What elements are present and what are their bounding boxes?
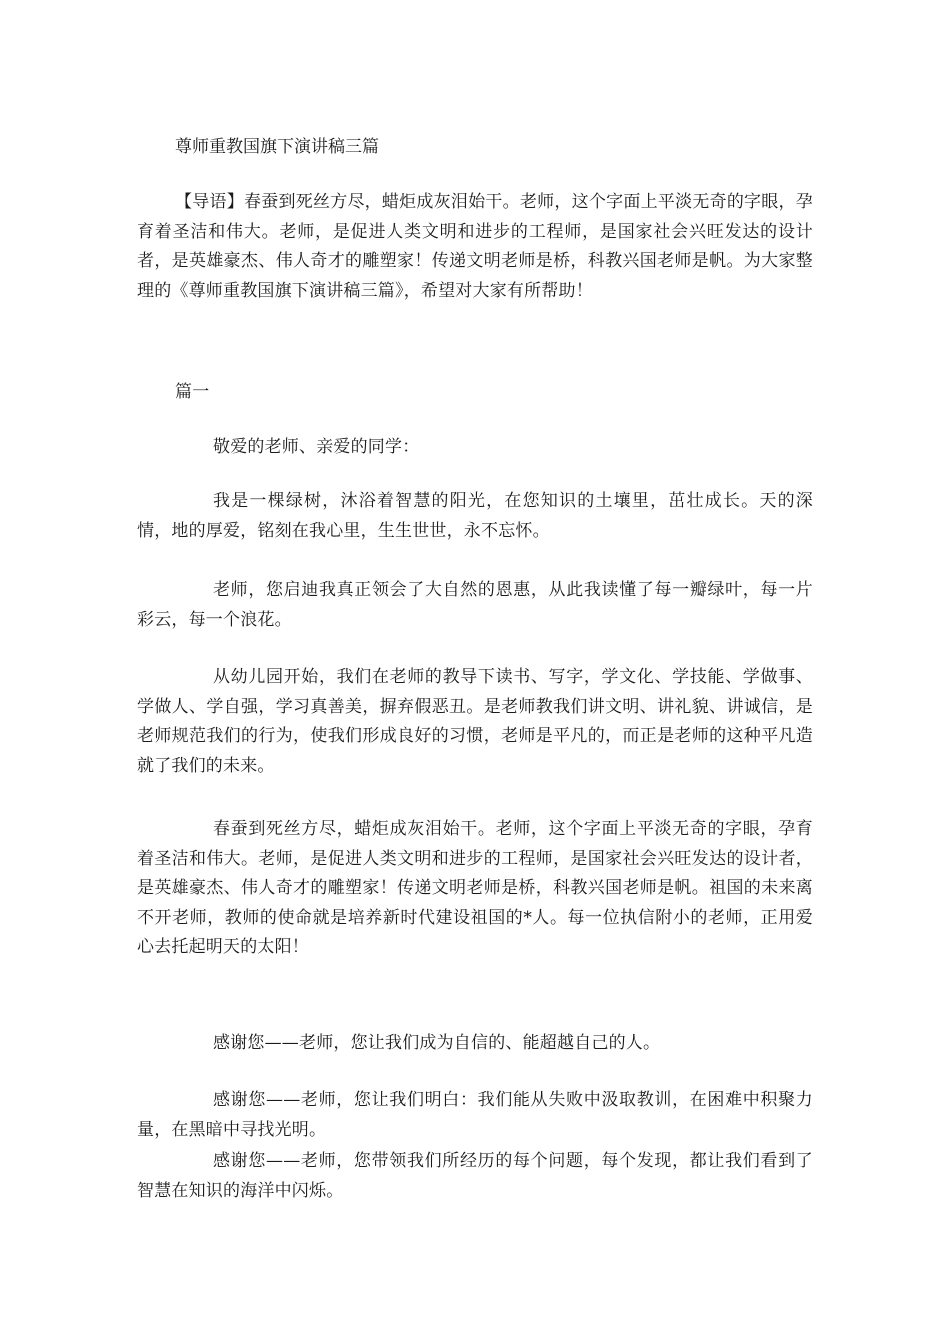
body-paragraph: 从幼儿园开始，我们在老师的教导下读书、写字，学文化、学技能、学做事、学做人、学自强，学习真善美，摒弃假恶丑。是老师教我们讲文明、讲礼貌、讲诚信，是老师规范我们的行为，使我们形成良好的习惯，老师是平凡的，而正是老师的这种平凡造就了我们的未来。 [137, 667, 813, 776]
body-paragraph: 老师，您启迪我真正领会了大自然的恩惠，从此我读懂了每一瓣绿叶，每一片彩云，每一个浪花。 [137, 580, 813, 630]
body-paragraph: 感谢您——老师，您带领我们所经历的每个问题，每个发现，都让我们看到了智慧在知识的海洋中闪烁。 [137, 1151, 813, 1201]
document-title: 尊师重教国旗下演讲稿三篇 [175, 137, 379, 157]
salutation: 敬爱的老师、亲爱的同学： [213, 437, 420, 457]
body-paragraph: 感谢您——老师，您让我们成为自信的、能超越自己的人。 [213, 1033, 661, 1053]
body-paragraph: 感谢您——老师，您让我们明白：我们能从失败中汲取教训，在困难中积聚力量，在黑暗中寻找光明。 [137, 1090, 813, 1140]
body-paragraph: 我是一棵绿树，沐浴着智慧的阳光，在您知识的土壤里，茁壮成长。天的深情，地的厚爱，铭刻在我心里，生生世世，永不忘怀。 [137, 491, 813, 541]
body-paragraph: 春蚕到死丝方尽，蜡炬成灰泪始干。老师，这个字面上平淡无奇的字眼，孕育着圣洁和伟大。老师，是促进人类文明和进步的工程师，是国家社会兴旺发达的设计者，是英雄豪杰、伟人奇才的雕塑家！传递文明老师是桥，科教兴国老师是帆。祖国的未来离不开老师，教师的使命就是培养新时代建设祖国的*人。每一位执信附小的老师，正用爱心去托起明天的太阳！ [137, 819, 813, 957]
intro-paragraph: 【导语】春蚕到死丝方尽，蜡炬成灰泪始干。老师，这个字面上平淡无奇的字眼，孕育着圣洁和伟大。老师，是促进人类文明和进步的工程师，是国家社会兴旺发达的设计者，是英雄豪杰、伟人奇才的雕塑家！传递文明老师是桥，科教兴国老师是帆。为大家整理的《尊师重教国旗下演讲稿三篇》，希望对大家有所帮助！ [137, 192, 813, 301]
section-heading: 篇一 [175, 382, 210, 402]
